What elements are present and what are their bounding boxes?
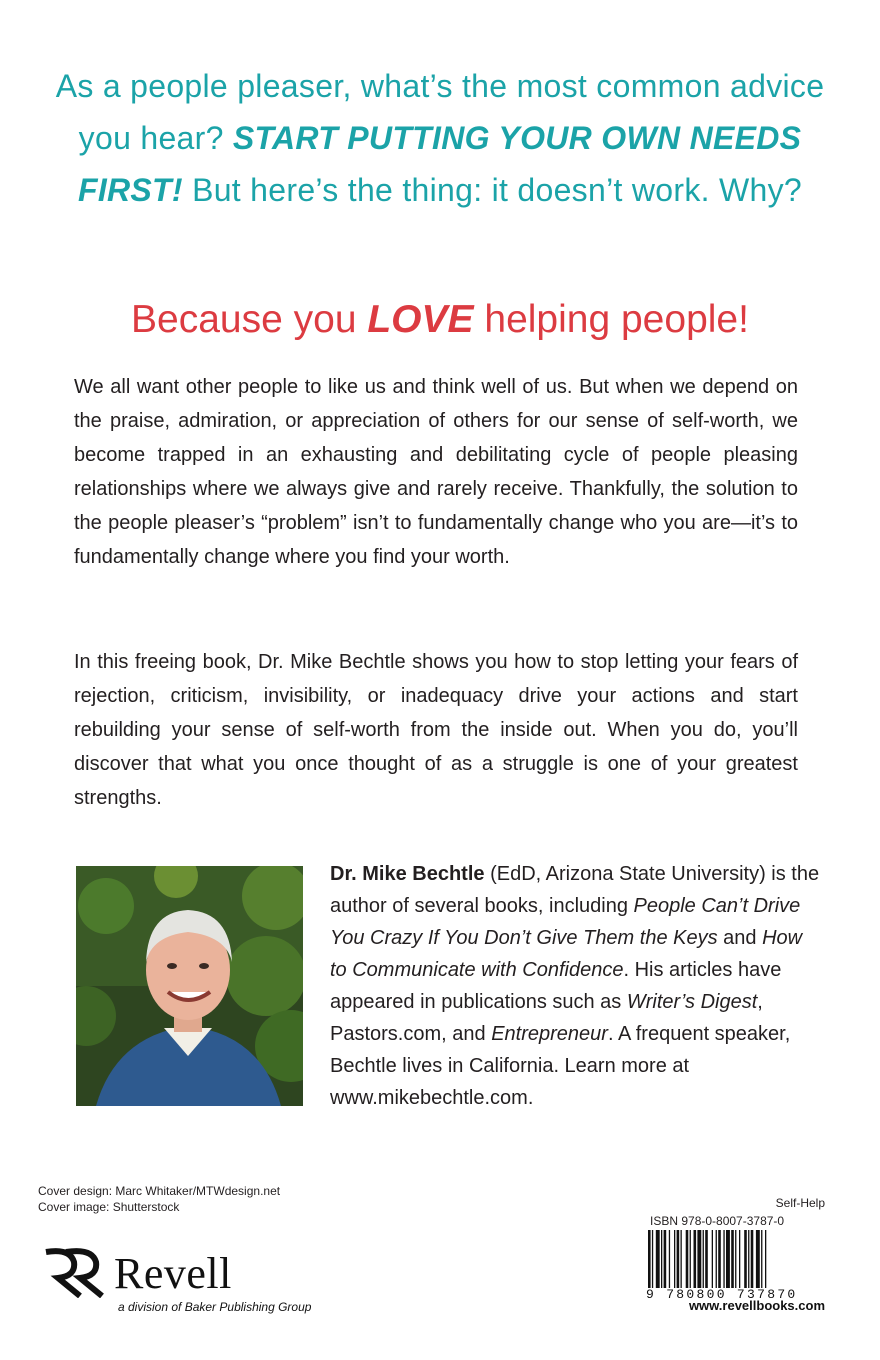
author-bio [330,858,820,1114]
barcode-bar [739,1230,740,1288]
barcode-bar [723,1230,724,1288]
bio-and: and [717,927,763,949]
bio-book-1: People Can’t Drive You Crazy If You Don’t Give Them the Keys [330,895,801,949]
bio-text-4: . A frequent speaker, Bechtle lives in California. Learn more at www.mikebechtle.com. [330,1023,791,1109]
barcode-bar [726,1230,730,1288]
barcode-bar [694,1230,697,1288]
hook-text-2: But here’s the thing: it doesn’t work. Why? [182,172,803,208]
barcode-bar [751,1230,754,1288]
bio-book-2: How to Communicate with Confidence [330,927,803,981]
barcode-bar [716,1230,717,1288]
barcode-bar [652,1230,653,1288]
barcode-number: 9 780800 737870 [646,1287,798,1302]
publisher-name: Revell [114,1249,232,1298]
barcode-bar [674,1230,675,1288]
barcode-bar [718,1230,721,1288]
barcode [646,1230,826,1288]
barcode-bar [697,1230,701,1288]
barcode-bar [690,1230,691,1288]
barcode-bar [735,1230,736,1288]
barcode-bar [761,1230,762,1288]
tagline [40,296,840,344]
barcode-bar [765,1230,766,1288]
tagline-after: helping people! [473,298,749,341]
publisher-logo [40,1246,340,1326]
barcode-bar [705,1230,708,1288]
revell-logo-icon [40,1246,110,1298]
barcode-bar [744,1230,747,1288]
barcode-bar [686,1230,689,1288]
tagline-before: Because you [131,298,368,341]
bio-publication-1: Writer’s Digest [626,991,758,1013]
hook-text-1: As a people pleaser, what’s the most common advice you hear? [55,68,825,156]
barcode-bar [731,1230,734,1288]
barcode-bar [756,1230,760,1288]
isbn-label: ISBN 978-0-8007-3787-0 [650,1214,785,1228]
bio-text-1: (EdD, Arizona State University) is the author of several books, including [330,863,820,917]
tagline-emphasis: LOVE [367,298,474,341]
barcode-bar [712,1230,713,1288]
author-name: Dr. Mike Bechtle [330,863,485,885]
bio-text-2: . His articles have appeared in publications such as [330,959,782,1013]
barcode-bar [664,1230,667,1288]
cover-credits [38,1183,280,1215]
category-label: Self-Help [775,1196,825,1210]
hook-question [40,60,840,216]
hook-emphasis: START PUTTING YOUR OWN NEEDS FIRST! [77,120,802,208]
cover-image-credit: Cover image: Shutterstock [38,1200,180,1214]
bio-text-3: , Pastors.com, and [330,991,763,1045]
barcode-bar [661,1230,662,1288]
barcode-bar [677,1230,680,1288]
barcode-bar [748,1230,749,1288]
bio-publication-2: Entrepreneur [491,1023,608,1045]
barcode-bar [669,1230,670,1288]
barcode-bar [656,1230,660,1288]
publisher-division: a division of Baker Publishing Group [118,1300,312,1314]
barcode-bar [648,1230,651,1288]
description-paragraph-1: We all want other people to like us and think well of us. But when we depend on the praise, admiration, or appreciation of others for our sense of self-worth, we become trapped in an exhausting and debilitating cycle of people pleasing relationships where we always give and rarely receive. Thankfully, the solution to the people pleaser’s “problem” isn’t to fundamentally change who you are—it’s to fundamentally change where you find your worth. [74,376,798,568]
cover-design-credit: Cover design: Marc Whitaker/MTWdesign.net [38,1184,281,1198]
author-photo [76,866,303,1106]
barcode-bar [703,1230,704,1288]
barcode-bar [681,1230,682,1288]
description-paragraph-2: In this freeing book, Dr. Mike Bechtle shows you how to stop letting your fears of rejection, criticism, invisibility, or inadequacy drive your actions and start rebuilding your sense of self-worth from the inside out. When you do, you’ll discover that what you once thought of as a struggle is one of your greatest strengths. [74,651,798,809]
publisher-website: www.revellbooks.com [688,1298,825,1313]
